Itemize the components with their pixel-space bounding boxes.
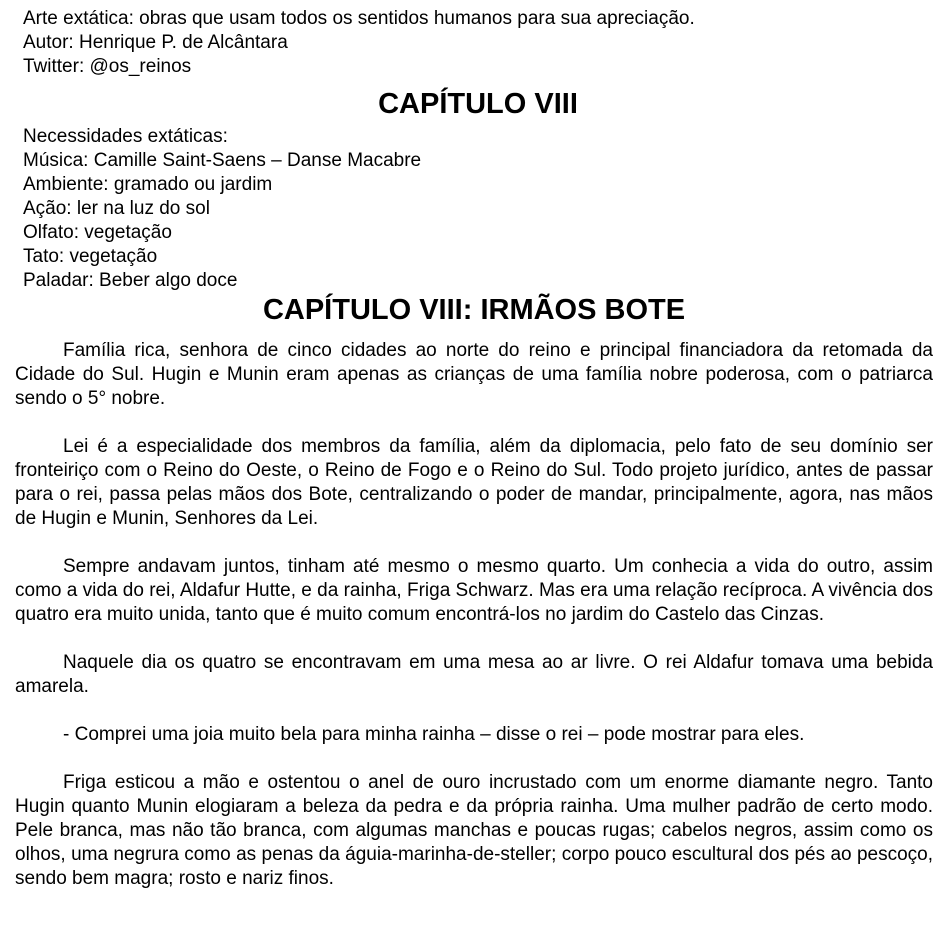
needs-item-smell: Olfato: vegetação <box>23 222 172 243</box>
document-metadata <box>15 7 933 79</box>
chapter-title: CAPÍTULO VIII <box>378 88 578 120</box>
document-page <box>15 7 933 915</box>
chapter-body <box>15 339 933 891</box>
chapter-full-title: CAPÍTULO VIII: IRMÃOS BOTE <box>262 294 686 326</box>
paragraph: Sempre andavam juntos, tinham até mesmo o mesmo quarto. Um conhecia a vida do outro, assim como a vida do rei, Aldafur Hutte, e da rainha, Friga Schwarz. Mas era uma relação recíproca. A vivência dos quatro era muito unida, tanto que é muito comum encontrá-los no jardim do Castelo das Cinzas. <box>15 556 933 625</box>
paragraph: Família rica, senhora de cinco cidades ao norte do reino e principal financiadora da retomada da Cidade do Sul. Hugin e Munin eram apenas as crianças de uma família nobre poderosa, com o patriarca sendo o 5° nobre. <box>15 340 933 409</box>
dialogue-paragraph: - Comprei uma joia muito bela para minha rainha – disse o rei – pode mostrar para eles. <box>63 724 805 745</box>
document-subtitle: Arte extática: obras que usam todos os sentidos humanos para sua apreciação. <box>23 8 695 29</box>
needs-item-action: Ação: ler na luz do sol <box>23 198 210 219</box>
needs-item-touch: Tato: vegetação <box>23 246 158 267</box>
needs-header: Necessidades extáticas: <box>23 126 228 147</box>
twitter-line: Twitter: @os_reinos <box>23 56 192 77</box>
paragraph: Friga esticou a mão e ostentou o anel de ouro incrustado com um enorme diamante negro. Tanto Hugin quanto Munin elogiaram a beleza da pedra e da própria rainha. Uma mulher padrão de certo modo. Pele branca, mas não tão branca, com algumas manchas e poucas rugas; cabelos negros, assim como os olhos, uma negrura como as penas da águia-marinha-de-steller; corpo pouco escultural dos pés ao pescoço, sendo bem magra; rosto e nariz finos. <box>15 772 933 889</box>
needs-item-taste: Paladar: Beber algo doce <box>23 270 238 291</box>
author-line: Autor: Henrique P. de Alcântara <box>23 32 288 53</box>
needs-item-ambience: Ambiente: gramado ou jardim <box>23 174 273 195</box>
needs-item-music: Música: Camille Saint-Saens – Danse Macabre <box>23 150 422 171</box>
paragraph: Lei é a especialidade dos membros da família, além da diplomacia, pelo fato de seu domínio ser fronteiriço com o Reino do Oeste, o Reino de Fogo e o Reino do Sul. Todo projeto jurídico, antes de passar para o rei, passa pelas mãos dos Bote, centralizando o poder de mandar, principalmente, agora, nas mãos de Hugin e Munin, Senhores da Lei. <box>15 436 933 529</box>
paragraph: Naquele dia os quatro se encontravam em uma mesa ao ar livre. O rei Aldafur tomava uma bebida amarela. <box>15 652 933 697</box>
ecstatic-needs-list <box>15 125 933 293</box>
